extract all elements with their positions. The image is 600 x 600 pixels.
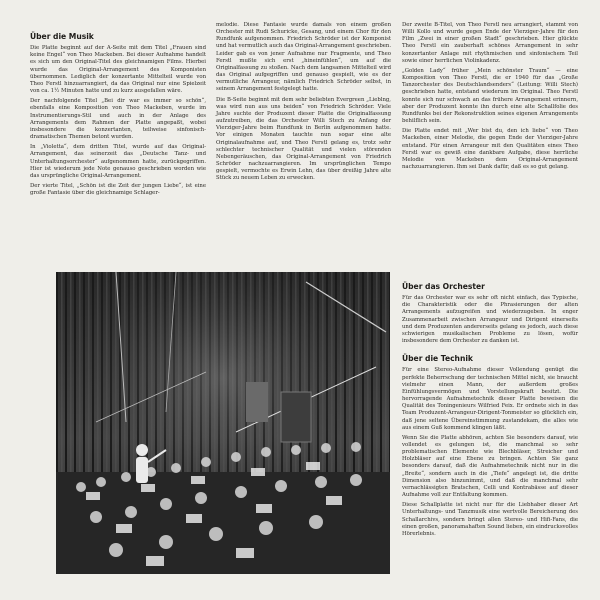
orchester-heading: Über das Orchester [402,282,485,291]
musik-paragraph: Die B-Seite beginnt mit dem sehr beliebten Evergreen „Lieblng, was wird nun aus uns beiden“ von Friedrich Schröder. Viele Jahre suchte der Produzent dieser Platte die Originalfassung aufzutreiben, die das Orchester Willi Stech zu Anfang der Vierziger-Jahre beim Rundfunk in Berlin aufgenommen hatte. Vor einigen Monaten tauchte nun sogar eine alte Originalaufnahme auf, und Theo Ferstl gelang es, trotz sehr schlechter technischer Qualität und vielen störenden Nebengeräuschen, das Original-Arrangement von Friedrich Schröder nachzuarrangieren. Im ursprünglichen Tempo gespielt, vermochte es Erwin Lehn, das über dreißig Jahre alte Stück zu neuem Leben zu erwecken. [216,96,391,182]
technik-paragraph: Diese Schallplatte ist nicht nur für die Liebhaber dieser Art Unterhaltungs- und Tanzmusik eine wertvolle Bereicherung des Schallarchivs, sondern bringt allen Stereo- und Hifi-Fans, die einen großen, panoramahaften Sound lieben, ein eindrucksvolles Hörerlebnis. [402,502,578,537]
musik-right-column [402,22,578,174]
musik-paragraph: Der vierte Titel, „Schön ist die Zeit der jungen Liebe“, ist eine große Fantasie über die gleichnamige Schlager- [30,182,206,197]
orchestra-photo-illustration [56,272,390,574]
orchester-paragraph: Für das Orchester war es sehr oft nicht einfach, das Typische, die Charakteristik oder die Phrasierungen der alten Arrangements aufzugreifen und wiederzugeben. In enger Zusammenarbeit zwischen Arrangeur und Dirigent einerseits und dem Produzenten andererseits gelang es jedoch, auch diese schwierigen musikalischen Probleme zu lösen, wofür insbesondere dem Orchester zu danken ist. [402,295,578,345]
musik-paragraph: „Golden Lady“ früher „Mein schönster Traum“ — eine Komposition von Theo Ferstl, die er 1940 für das „Große Tanzorchester des Deutschlandsenders“ (Leitung: Willi Stech) geschrieben hatte, entstand wiederum im Original. Theo Ferstl konnte sich nur schwach an das frühere Arrangement erinnern, aber der Produzent konnte ihn durch eine alte Schallfolie des Rundfunks bei der Rekonstruktion seines eigenen Arrangements behilflich sein. [402,67,578,125]
musik-continued-column [216,22,391,185]
musik-column [30,33,206,200]
musik-paragraph: Die Platte endet mit „Wer bist du, den ich liebe“ von Theo Mackeben, einer Melodie, die gegen Ende der Vierziger-Jahre entstand. Für einen Arrangeur mit den Qualitäten eines Theo Ferstl war es gewiß eine dankbare Aufgabe, diese herrliche Melodie von Mackeben dem Original-Arrangement nachzuarrangieren. Ihm sei Dank dafür, daß es so gut gelang. [402,128,578,170]
musik-paragraph: In „Violetta“, dem dritten Titel, wurde auf das Original-Arrangement, das seinerzeit das „Deutsche Tanz- und Unterhaltungsorchester“ aufgenommen hatte, zurückgegriffen. Hier ist wiederum jede Note genauso geschrieben worden wie das ursprüngliche Original-Arrangement. [30,144,206,179]
musik-paragraph: melodie. Diese Fantasie wurde damals von einem großen Orchester mit Rudi Schuricke, Gesang, und einem Chor für den Rundfunk aufgenommen. Friedrich Schröder ist der Komponist und hat vermutlich auch das Original-Arrangement geschrieben. Leider gab es von jener Aufnahme nur Fragmente, und Theo Ferstl mußte sich erst „hineinfühlen“, um auf die Originalfassung zu stoßen. Nach dem langsamen Mittelteil wird das Original aufgegriffen und genauso gespielt, wie es der vermutliche Arrangeur, nämlich Friedrich Schröder selbst, in seinem Arrangement festgelegt hatte. [216,22,391,93]
musik-paragraph: Der nachfolgende Titel „Bei dir war es immer so schön“, ebenfalls eine Komposition von Theo Mackeben, wurde im Instrumentierungs-Stil und auch in der Anlage des Arrangements dem Rahmen der Platte angepaßt, wobei insbesondere die konzertanten, teilweise sinfonisch-dramatischen Themen betont wurden. [30,98,206,141]
musik-heading: Über die Musik [30,32,94,41]
orchester-technik-column [402,283,578,541]
technik-paragraph: Für eine Stereo-Aufnahme dieser Vollendung genügt die perfekte Beherrschung der technischen Mittel nicht, sie braucht vielmehr einen Mann, der außerdem großes Einfühlungsvermögen und Vorstellungskraft besitzt. Die hervorragende Aufnahmetechnik dieser Platte beweisen die Qualität des Toningenieurs Wilfried Feix. Er ordnete sich in das Team Produzent-Arrangeur-Dirigent-Tonmeister so glücklich ein, daß jene seltene Übereinstimmung zustandekam, die alles wie aus einem Guß kommend klingen läßt. [402,367,578,431]
technik-paragraph: Wenn Sie die Platte abhören, achten Sie besonders darauf, wie vollendet es gelungen ist, die manchmal so sehr problematischen Elemente wie Blechbläser, Streicher und Holzbläser auf eine Ebene zu bringen. Achten Sie ganz besonders darauf, daß die Aufnahmetechnik nicht nur in die „Breite“, sondern auch in die „Tiefe“ angelegt ist, die dritte Dimension also hinzunimmt, und daß die manchmal sehr vernachlässigten Bratschen, Celli und Kontrabässe auf dieser Aufnahme voll zur Entfaltung kommen. [402,434,578,499]
musik-paragraph: Der zweite B-Titel, von Theo Ferstl neu arrangiert, stammt von Willi Kollo und wurde gegen Ende der Vierziger-Jahre für den Film „Zwei in einer großen Stadt“ geschrieben. Hier glückte Theo Ferstl ein zauberhaft schönes Arrangement in sehr konzertanter Anlage mit rhythmischen und sinfonischem Teil sowie einer herrlichen Violinkadenz. [402,22,578,64]
musik-paragraph: Die Platte beginnt auf der A-Seite mit dem Titel „Frauen sind keine Engel“ von Theo Mackeben. Bei dieser Aufnahme handelt es sich um den Original-Titel des gleichnamigen Films. Hierbei wurde das Original-Arrangement des Komponisten übernommen. Lediglich der konzertante Mittelteil wurde von Theo Ferstl hinzuarrangiert, da das Original nur eine Spielzeit von ca. 1½ Minuten hatte und zu kurz ausgefallen wäre. [30,45,206,95]
orchestra-studio-photo [56,272,390,574]
technik-heading: Über die Technik [402,354,473,364]
